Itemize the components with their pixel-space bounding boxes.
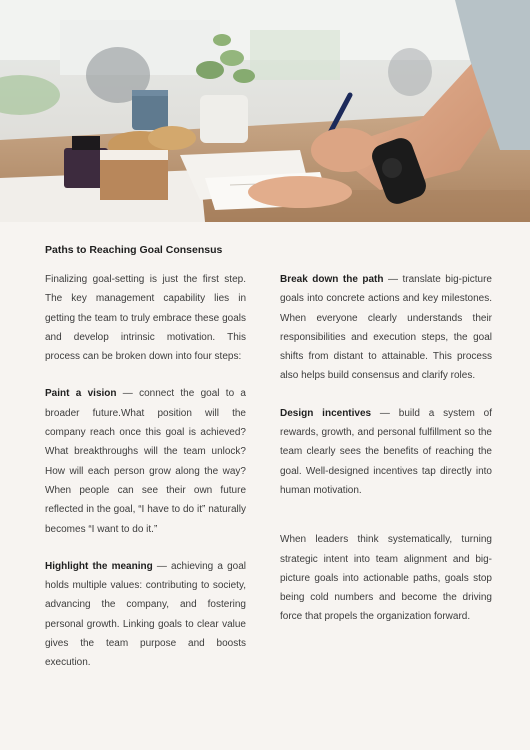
- step-paragraph: [45, 384, 246, 538]
- left-column: [45, 270, 246, 691]
- step-paragraph: [280, 270, 492, 386]
- step-lead: Paint a vision: [45, 388, 117, 400]
- desk-writing-illustration: [0, 0, 530, 222]
- step-lead: Highlight the meaning: [45, 560, 153, 572]
- conclusion-paragraph: When leaders think systematically, turning strategic intent into team alignment and big-picture goals into actionable paths, goals stop being cold numbers and become the driving force that propels the organization forward.: [280, 534, 492, 623]
- page-title: Paths to Reaching Goal Consensus: [45, 244, 223, 256]
- step-text: — achieving a goal holds multiple values: contributing to society, advancing the company, and fostering personal growth. Linking goals to clear value gives the team purpose and boosts execution.: [45, 560, 246, 669]
- hero-photo: [0, 0, 530, 222]
- step-text: — build a system of rewards, growth, and personal fulfillment so the team clearly sees the benefits of reaching the goal. Well-designed incentives tap directly into human motivation.: [280, 407, 492, 496]
- intro-paragraph: Finalizing goal-setting is just the first step. The key management capability lies in getting the team to truly embrace these goals and develop intrinsic motivation. This process can be broken down into four steps:: [45, 274, 246, 363]
- step-lead: Design incentives: [280, 407, 372, 419]
- step-paragraph: [45, 557, 246, 673]
- step-text: — connect the goal to a broader future.What position will the company reach once this goal is achieved? What breakthroughs will the team unlock? How will each person grow along the way? When people can see their own future reflected in the goal, “I have to do it” naturally becomes “I want to do it.”: [45, 388, 246, 535]
- step-text: — translate big-picture goals into concrete actions and key milestones. When everyone clearly understands their responsibilities and execution steps, the goal shifts from distant to attainable. This process also helps build consensus and clarify roles.: [280, 274, 492, 382]
- step-lead: Break down the path: [280, 274, 384, 285]
- step-paragraph: [280, 404, 492, 500]
- right-column: [280, 270, 492, 645]
